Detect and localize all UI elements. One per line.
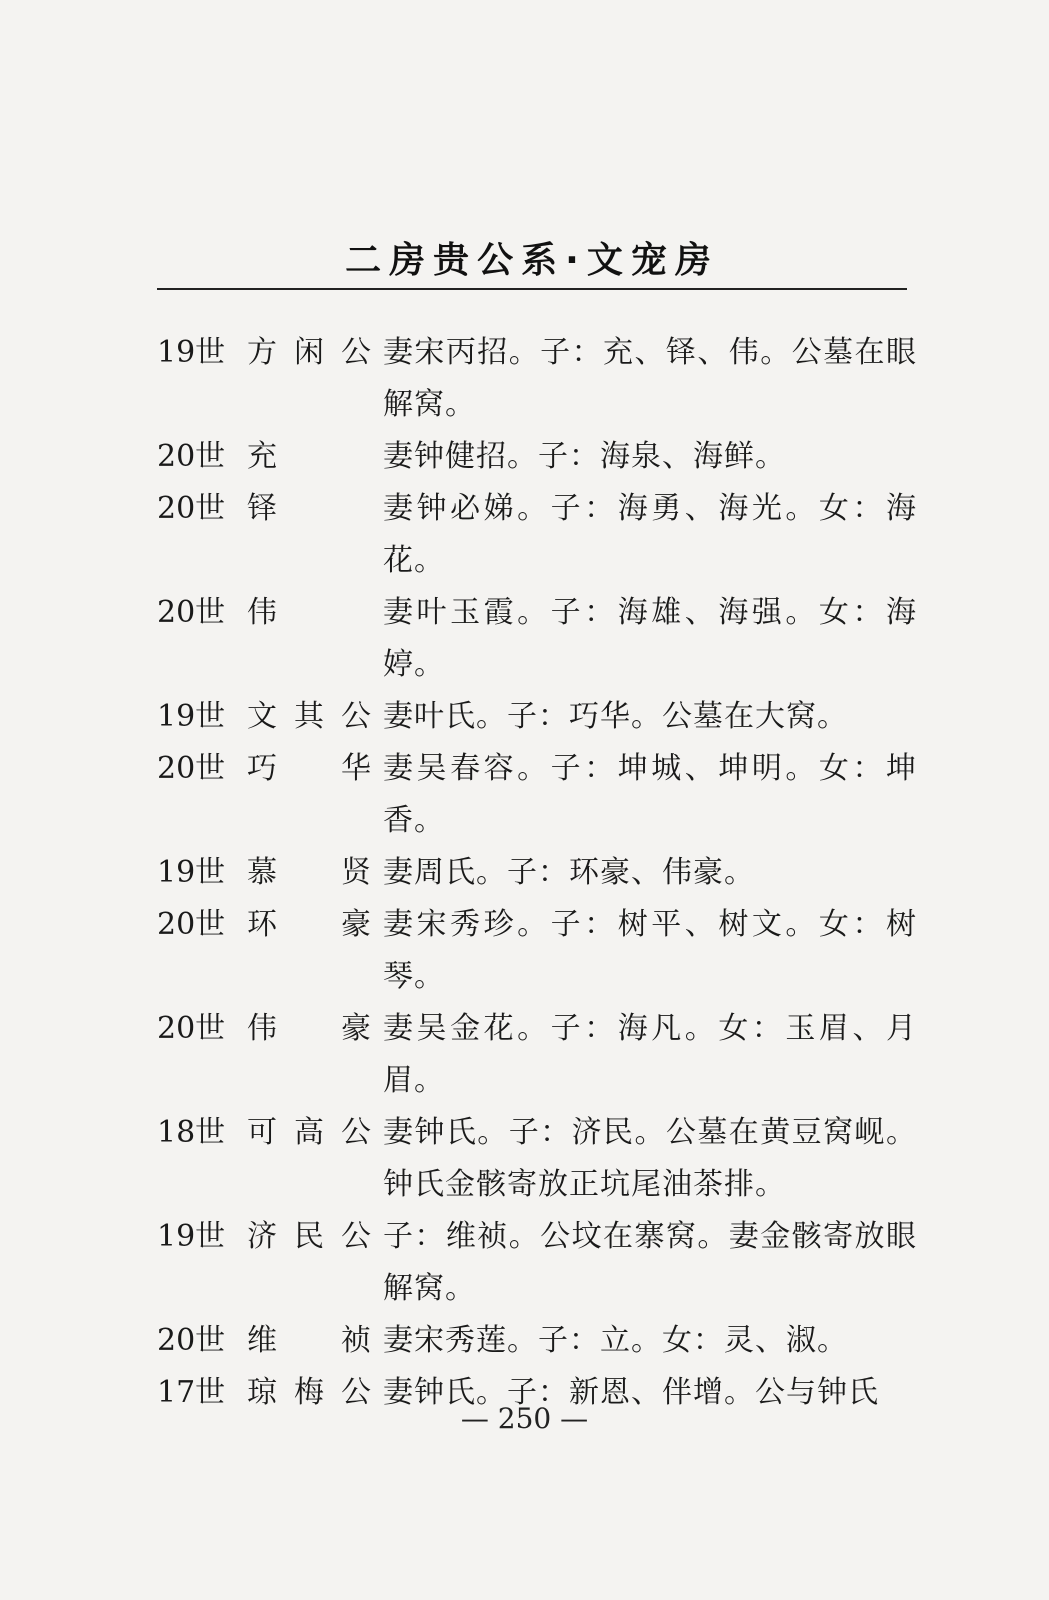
person-name: 琼梅公 [247,1375,371,1410]
entry-description: 妻宋丙招。子：充、铎、伟。公墓在眼解窝。 [383,335,917,422]
entry-row [157,1211,917,1315]
person-name: 环豪 [247,907,371,942]
entry-description: 妻钟健招。子：海泉、海鲜。 [383,439,786,474]
entry-row [157,691,917,743]
running-header: 二房贵公系·文宠房 [345,240,719,281]
person-name: 文其公 [247,699,371,734]
generation-label: 20世 [157,491,226,526]
person-name: 伟 [247,595,277,630]
generation-label: 19世 [157,855,226,890]
person-name: 维祯 [247,1323,371,1358]
entry-row [157,743,917,847]
entry-description: 妻叶玉霞。子：海雄、海强。女：海婷。 [383,595,917,682]
person-name: 可高公 [247,1115,371,1150]
entry-row [157,431,917,483]
entry-row [157,847,917,899]
entry-description: 妻钟氏。子：新恩、伴增。公与钟氏 [383,1375,879,1410]
person-name: 巧华 [247,751,371,786]
entry-description: 妻吴金花。子：海凡。女：玉眉、月眉。 [383,1011,917,1098]
generation-label: 20世 [157,1011,226,1046]
header-rule [157,288,907,290]
person-name: 铎 [247,491,277,526]
entry-description: 妻钟氏。子：济民。公墓在黄豆窝岘。钟氏金骸寄放正坑尾油茶排。 [383,1115,917,1202]
generation-label: 19世 [157,1219,226,1254]
entry-description: 妻叶氏。子：巧华。公墓在大窝。 [383,699,848,734]
generation-label: 20世 [157,595,226,630]
entry-row [157,1003,917,1107]
person-name: 充 [247,439,277,474]
entry-description: 妻宋秀莲。子：立。女：灵、淑。 [383,1323,848,1358]
genealogy-entries [157,327,917,1419]
generation-label: 20世 [157,907,226,942]
person-name: 济民公 [247,1219,371,1254]
page-number: — 250 — [460,1402,589,1435]
entry-row [157,1107,917,1211]
generation-label: 20世 [157,751,226,786]
person-name: 伟豪 [247,1011,371,1046]
entry-description: 妻宋秀珍。子：树平、树文。女：树琴。 [383,907,917,994]
entry-row [157,327,917,431]
entry-row [157,1315,917,1367]
entry-description: 妻周氏。子：环豪、伟豪。 [383,855,755,890]
generation-label: 17世 [157,1375,226,1410]
generation-label: 19世 [157,335,226,370]
person-name: 慕贤 [247,855,371,890]
entry-row [157,899,917,1003]
generation-label: 20世 [157,439,226,474]
generation-label: 18世 [157,1115,226,1150]
entry-row [157,483,917,587]
entry-description: 妻吴春容。子：坤城、坤明。女：坤香。 [383,751,917,838]
generation-label: 20世 [157,1323,226,1358]
person-name: 方闲公 [247,335,371,370]
entry-description: 子：维祯。公坟在寨窝。妻金骸寄放眼解窝。 [383,1219,917,1306]
entry-description: 妻钟必娣。子：海勇、海光。女：海花。 [383,491,917,578]
entry-row [157,587,917,691]
generation-label: 19世 [157,699,226,734]
